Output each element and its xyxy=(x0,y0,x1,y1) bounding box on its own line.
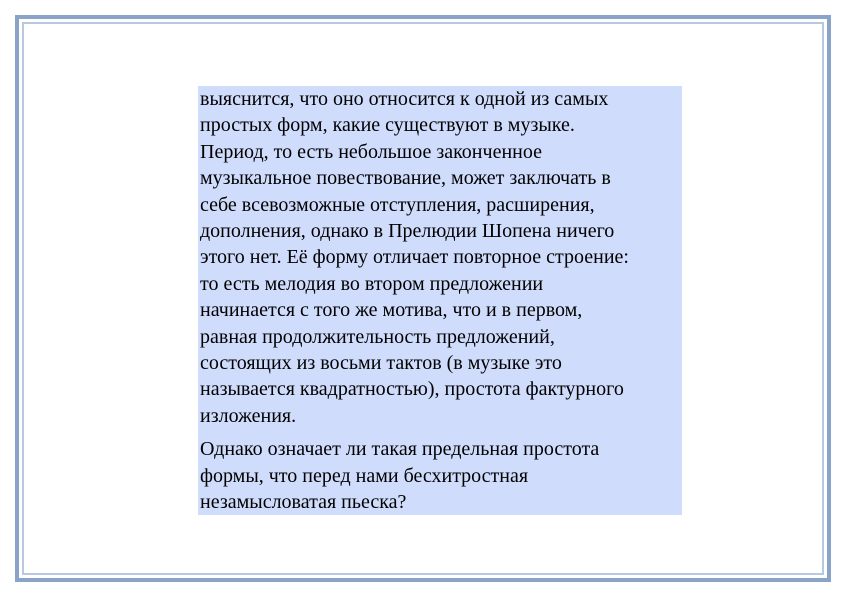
paragraph-2 xyxy=(200,436,680,515)
text-line: формы, что перед нами бесхитростная xyxy=(200,464,529,487)
text-line: равная продолжительность предложений, xyxy=(200,325,555,348)
text-line: изложения. xyxy=(200,404,297,427)
text-line: называется квадратностью), простота фактурного xyxy=(200,378,624,401)
text-line: простых форм, какие существуют в музыке. xyxy=(200,114,575,137)
text-line: незамысловатая пьеска? xyxy=(200,491,407,514)
text-line: начинается с того же мотива, что и в первом, xyxy=(200,299,583,322)
text-line: выяснится, что оно относится к одной из самых xyxy=(200,88,609,110)
text-line: то есть мелодия во втором предложении xyxy=(200,272,544,295)
text-line: музыкальное повествование, может заключать в xyxy=(200,167,611,190)
text-line: Период, то есть небольшое законченное xyxy=(200,140,542,163)
text-line: Однако означает ли такая предельная простота xyxy=(200,438,600,461)
text-line: этого нет. Её форму отличает повторное строение: xyxy=(200,246,629,269)
text-box xyxy=(198,86,682,515)
text-line: себе всевозможные отступления, расширения, xyxy=(200,193,595,216)
text-line: состоящих из восьми тактов (в музыке это xyxy=(200,352,562,375)
paragraph-1 xyxy=(200,86,680,429)
text-line: дополнения, однако в Прелюдии Шопена ничего xyxy=(200,220,615,243)
